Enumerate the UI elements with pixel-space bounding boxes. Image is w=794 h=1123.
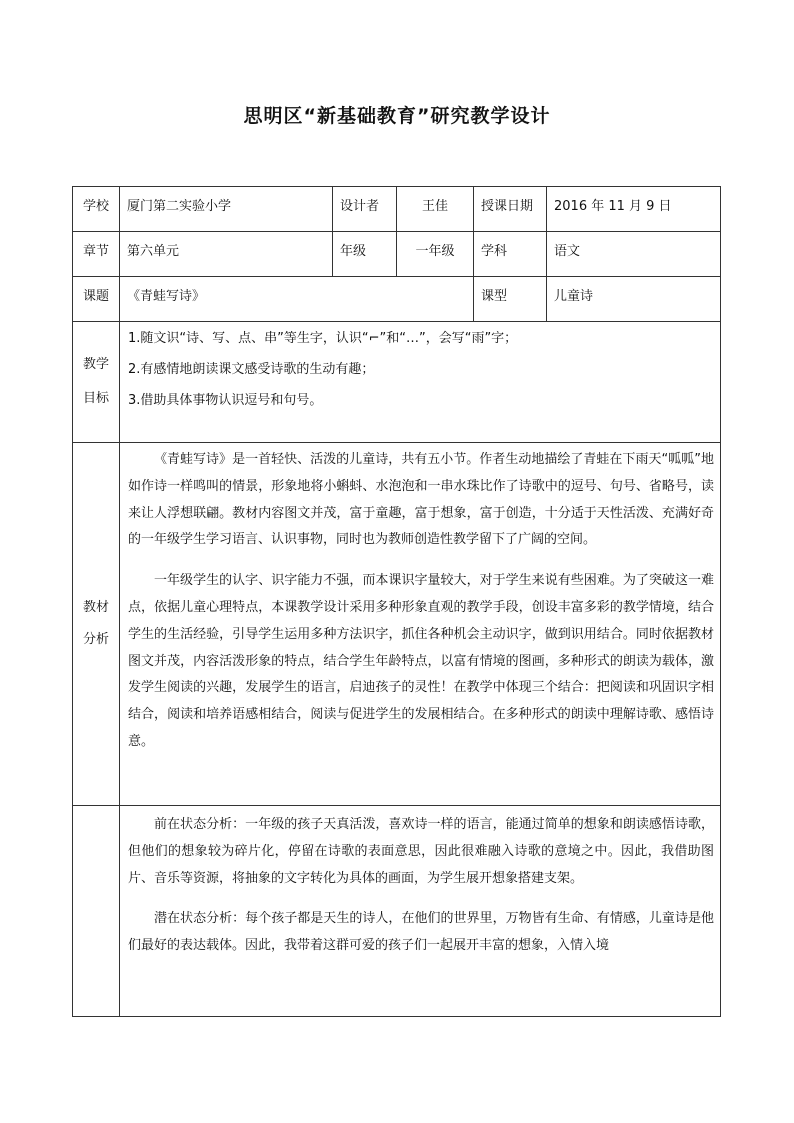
analysis-paragraph-1: 《青蛙写诗》是一首轻快、活泼的儿童诗，共有五小节。作者生动地描绘了青蛙在下雨天“呱呱”地如作诗一样鸣叫的情景，形象地将小蝌蚪、水泡泡和一串水珠比作了诗歌中的逗号、句号、省略号，读来让人浮想联翩。教材内容图文并茂，富于童趣，富于想象，富于创造，十分适于天性活泼、充满好奇的一年级学生学习语言、认识事物，同时也为教师创造性教学留下了广阔的空间。	[128, 452, 714, 548]
analysis-paragraph-2: 一年级学生的认字、识字能力不强，而本课识字量较大，对于学生来说有些困难。为了突破这一难点，依据儿童心理特点，本课教学设计采用多种形象直观的教学手段，创设丰富多彩的教学情境，结合学生的生活经验，引导学生运用多种方法识字，抓住各种机会主动识字，做到识用结合。同时依据教材图文并茂，内容活泼形象的特点，结合学生年龄特点，以富有情境的图画，多种形式的朗读为载体，激发学生阅读的兴趣，发展学生的语言，启迪孩子的灵性！在教学中体现三个结合：把阅读和巩固识字相结合，阅读和培养语感相结合，阅读与促进学生的发展相结合。在多种形式的朗读中理解诗歌、感悟诗意。	[128, 573, 714, 749]
date-label: 授课日期	[474, 187, 547, 232]
designer-label: 设计者	[333, 187, 397, 232]
goals-label-line2: 目标	[82, 391, 109, 406]
analysis-label-line2: 分析	[82, 632, 109, 647]
analysis-label-line1: 教材	[82, 600, 109, 615]
goals-label	[73, 322, 120, 443]
goals-content	[120, 322, 721, 443]
analysis-label	[73, 443, 120, 806]
school-label: 学校	[73, 187, 120, 232]
goals-label-line1: 教学	[82, 357, 109, 372]
lesson-design-table	[72, 186, 721, 1017]
student-analysis-content	[120, 806, 721, 1017]
school-value: 厦门第二实验小学	[120, 187, 333, 232]
row-analysis	[73, 443, 721, 806]
row-school	[73, 187, 721, 232]
topic-label: 课题	[73, 277, 120, 322]
goal-item: 3.借助具体事物认识逗号和句号。	[128, 393, 323, 408]
student-paragraph-2: 潜在状态分析：每个孩子都是天生的诗人，在他们的世界里，万物皆有生命、有情感，儿童诗是他们最好的表达载体。因此，我带着这群可爱的孩子们一起展开丰富的想象，入情入境	[128, 911, 714, 954]
page-title: 思明区“新基础教育”研究教学设计	[243, 105, 551, 127]
grade-value: 一年级	[397, 232, 474, 277]
row-chapter	[73, 232, 721, 277]
topic-value: 《青蛙写诗》	[120, 277, 474, 322]
date-value: 2016 年 11 月 9 日	[547, 187, 721, 232]
grade-label: 年级	[333, 232, 397, 277]
type-label: 课型	[474, 277, 547, 322]
student-analysis-label	[73, 806, 120, 1017]
subject-value: 语文	[547, 232, 721, 277]
analysis-content	[120, 443, 721, 806]
chapter-value: 第六单元	[120, 232, 333, 277]
designer-value: 王佳	[397, 187, 474, 232]
goal-item: 2.有感情地朗读课文感受诗歌的生动有趣；	[128, 362, 375, 377]
student-paragraph-1: 前在状态分析：一年级的孩子天真活泼，喜欢诗一样的语言，能通过简单的想象和朗读感悟诗歌，但他们的想象较为碎片化，停留在诗歌的表面意思，因此很难融入诗歌的意境之中。因此，我借助图片、音乐等资源，将抽象的文字转化为具体的画面，为学生展开想象搭建支架。	[128, 817, 714, 886]
goal-item: 1.随文识“诗、写、点、串”等生字，认识“⌐”和“…”，会写“雨”字；	[128, 331, 518, 346]
row-student-analysis	[73, 806, 721, 1017]
type-value: 儿童诗	[547, 277, 721, 322]
subject-label: 学科	[474, 232, 547, 277]
row-topic	[73, 277, 721, 322]
chapter-label: 章节	[73, 232, 120, 277]
row-goals	[73, 322, 721, 443]
